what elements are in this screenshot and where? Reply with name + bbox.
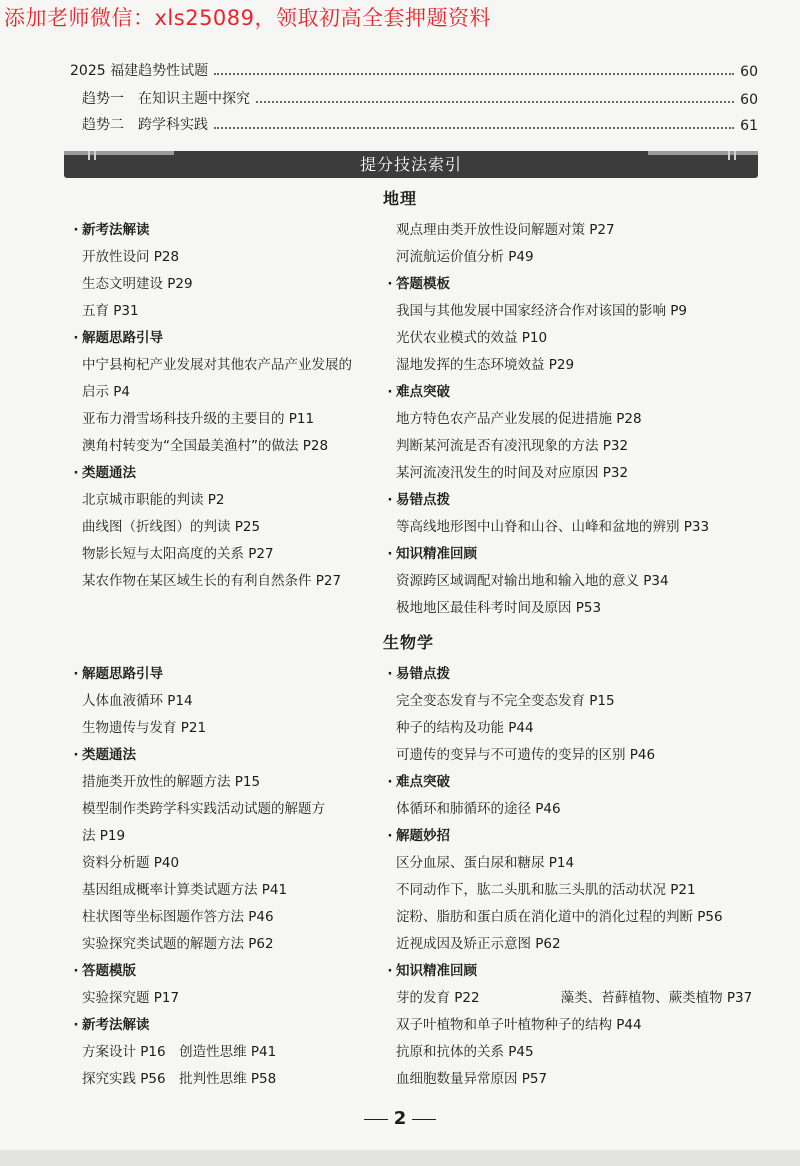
entry-text: 某河流凌汛发生的时间及对应原因 P32 [396,465,629,481]
bullet-icon: · [387,546,393,562]
entry-text: 中宁县枸杞产业发展对其他农产品产业发展的 [82,357,352,373]
entry-text: 实验探究类试题的解题方法 P62 [82,936,274,952]
list-item [384,715,744,742]
bullet-icon: · [387,492,393,508]
entry-text: 生物遗传与发育 P21 [82,720,207,736]
list-item [70,487,430,514]
list-item [384,796,744,823]
entry-text: 人体血液循环 P14 [82,693,193,709]
list-item [384,568,744,595]
entry-text: 解题妙招 [396,828,450,844]
list-item [70,769,430,796]
entry-text: 类题通法 [82,465,136,481]
entry-text: 易错点拨 [396,666,450,682]
bottom-edge [0,1150,800,1166]
entry-text: 五育 P31 [82,303,139,319]
entry-text: 可遗传的变异与不可遗传的变异的区别 P46 [396,747,656,763]
entry-text: 答题模板 [396,276,450,292]
list-item [384,244,744,271]
entry-text: 近视成因及矫正示意图 P62 [396,936,561,952]
entry-text: 芽的发育 P22 藻类、苔藓植物、蕨类植物 P37 [396,990,753,1006]
entry-text: 不同动作下，肱二头肌和肱三头肌的活动状况 P21 [396,882,696,898]
entry-text: 模型制作类跨学科实践活动试题的解题方 [82,801,325,817]
toc-label: 趋势一 在知识主题中探究 [82,91,250,107]
section-title-biology: 生物学 [383,633,435,652]
list-item [70,1039,430,1066]
entry-text: 柱状图等坐标图题作答方法 P46 [82,909,274,925]
entry-text: 资源跨区域调配对输出地和输入地的意义 P34 [396,573,669,589]
toc-row [70,56,758,80]
list-item [384,352,744,379]
list-item [384,595,744,622]
category-heading [384,541,744,568]
entry-text: 极地地区最佳科考时间及原因 P53 [396,600,602,616]
entry-text: 新考法解读 [82,222,150,238]
bullet-icon: · [387,276,393,292]
category-heading [70,1012,430,1039]
list-item [384,433,744,460]
entry-text: 光伏农业模式的效益 P10 [396,330,548,346]
entry-text: 区分血尿、蛋白尿和糖尿 P14 [396,855,575,871]
page-number-dash-left [364,1119,388,1120]
geography-right-column [384,217,744,622]
list-item [384,460,744,487]
entry-text: 启示 P4 [82,384,131,400]
page-number-dash-right [412,1119,436,1120]
list-item [384,325,744,352]
entry-text: 物影长短与太阳高度的关系 P27 [82,546,274,562]
list-item [384,1066,744,1093]
list-item [70,298,430,325]
toc-page: 61 [740,118,758,134]
list-item [70,931,430,958]
biology-left-column [70,661,430,1093]
category-heading [384,769,744,796]
list-item [384,850,744,877]
bullet-icon: · [73,666,79,682]
entry-text: 血细胞数量异常原因 P57 [396,1071,548,1087]
list-item [384,877,744,904]
section-banner [64,151,758,178]
entry-text: 基因组成概率计算类试题方法 P41 [82,882,288,898]
bullet-icon: · [387,963,393,979]
list-item [70,352,430,379]
category-heading [384,487,744,514]
list-item [384,1012,744,1039]
category-heading [70,958,430,985]
list-item [70,850,430,877]
list-item [384,931,744,958]
toc-leader [214,127,734,129]
category-heading [70,217,430,244]
list-item [70,688,430,715]
list-item [70,406,430,433]
banner-deco-left-icon [64,151,174,178]
bullet-icon: · [73,1017,79,1033]
category-heading [384,379,744,406]
bullet-icon: · [73,330,79,346]
toc-label: 趋势二 跨学科实践 [82,117,208,133]
page-number-value: 2 [393,1108,407,1129]
entry-text: 等高线地形图中山脊和山谷、山峰和盆地的辨别 P33 [396,519,710,535]
bullet-icon: · [73,963,79,979]
entry-text: 答题模版 [82,963,136,979]
entry-text: 新考法解读 [82,1017,150,1033]
list-item [70,244,430,271]
list-item [384,217,744,244]
entry-text: 难点突破 [396,774,450,790]
list-item [384,514,744,541]
entry-text: 我国与其他发展中国家经济合作对该国的影响 P9 [396,303,688,319]
toc-row [70,110,758,134]
list-item [384,985,753,1012]
category-heading [70,325,430,352]
entry-text: 体循环和肺循环的途径 P46 [396,801,561,817]
entry-text: 难点突破 [396,384,450,400]
entry-text: 抗原和抗体的关系 P45 [396,1044,534,1060]
bullet-icon: · [387,774,393,790]
list-item [70,715,430,742]
entry-text: 措施类开放性的解题方法 P15 [82,774,261,790]
list-item [384,742,744,769]
bullet-icon: · [73,465,79,481]
entry-text: 亚布力滑雪场科技升级的主要目的 P11 [82,411,315,427]
entry-text: 解题思路引导 [82,666,163,682]
toc-row [70,84,758,108]
category-heading [384,271,744,298]
list-item [70,823,430,850]
category-heading [70,460,430,487]
bullet-icon: · [387,828,393,844]
list-item [70,541,430,568]
list-item [384,688,744,715]
toc-page: 60 [740,64,758,80]
list-item [70,514,430,541]
list-item [70,985,430,1012]
category-heading [384,958,744,985]
entry-text: 易错点拨 [396,492,450,508]
entry-text: 判断某河流是否有凌汛现象的方法 P32 [396,438,629,454]
list-item [70,568,430,595]
entry-text: 澳角村转变为“全国最美渔村”的做法 P28 [82,438,329,454]
section-title-geography: 地理 [383,189,418,208]
entry-text: 法 P19 [82,828,126,844]
toc-leader [256,101,734,103]
toc-leader [214,73,734,75]
entry-text: 北京城市职能的判读 P2 [82,492,225,508]
bullet-icon: · [73,747,79,763]
list-item [384,406,744,433]
toc-page: 60 [740,92,758,108]
list-item [70,379,430,406]
entry-text: 资料分析题 P40 [82,855,180,871]
list-item [70,271,430,298]
entry-text: 种子的结构及功能 P44 [396,720,534,736]
entry-text: 生态文明建设 P29 [82,276,193,292]
banner-title: 提分技法索引 [359,155,462,174]
entry-text: 地方特色农产品产业发展的促进措施 P28 [396,411,642,427]
geography-left-column [70,217,430,595]
list-item [384,298,744,325]
list-item [70,877,430,904]
bullet-icon: · [387,384,393,400]
entry-text: 某农作物在某区域生长的有利自然条件 P27 [82,573,342,589]
entry-text: 解题思路引导 [82,330,163,346]
bullet-icon: · [387,666,393,682]
entry-text: 知识精准回顾 [396,963,477,979]
list-item [70,433,430,460]
entry-text: 方案设计 P16 创造性思维 P41 [82,1044,277,1060]
category-heading [384,661,744,688]
entry-text: 河流航运价值分析 P49 [396,249,534,265]
biology-right-column [384,661,753,1093]
list-item [70,904,430,931]
entry-text: 类题通法 [82,747,136,763]
entry-text: 完全变态发育与不完全变态发育 P15 [396,693,615,709]
list-item [384,904,744,931]
entry-text: 观点理由类开放性设问解题对策 P27 [396,222,615,238]
category-heading [384,823,744,850]
bullet-icon: · [73,222,79,238]
entry-text: 湿地发挥的生态环境效益 P29 [396,357,575,373]
category-heading [70,742,430,769]
entry-text: 知识精准回顾 [396,546,477,562]
list-item [70,796,430,823]
entry-text: 探究实践 P56 批判性思维 P58 [82,1071,277,1087]
entry-text: 淀粉、脂肪和蛋白质在消化道中的消化过程的判断 P56 [396,909,723,925]
banner-deco-right-icon [648,151,758,178]
watermark: 添加老师微信：xls25089，领取初高全套押题资料 [4,6,492,30]
category-heading [70,661,430,688]
entry-text: 双子叶植物和单子叶植物种子的结构 P44 [396,1017,642,1033]
entry-text: 开放性设问 P28 [82,249,180,265]
list-item [70,1066,430,1093]
toc-label: 2025 福建趋势性试题 [70,63,209,79]
entry-text: 实验探究题 P17 [82,990,180,1006]
entry-text: 曲线图（折线图）的判读 P25 [82,519,261,535]
page-number [0,1108,800,1129]
list-item [384,1039,744,1066]
